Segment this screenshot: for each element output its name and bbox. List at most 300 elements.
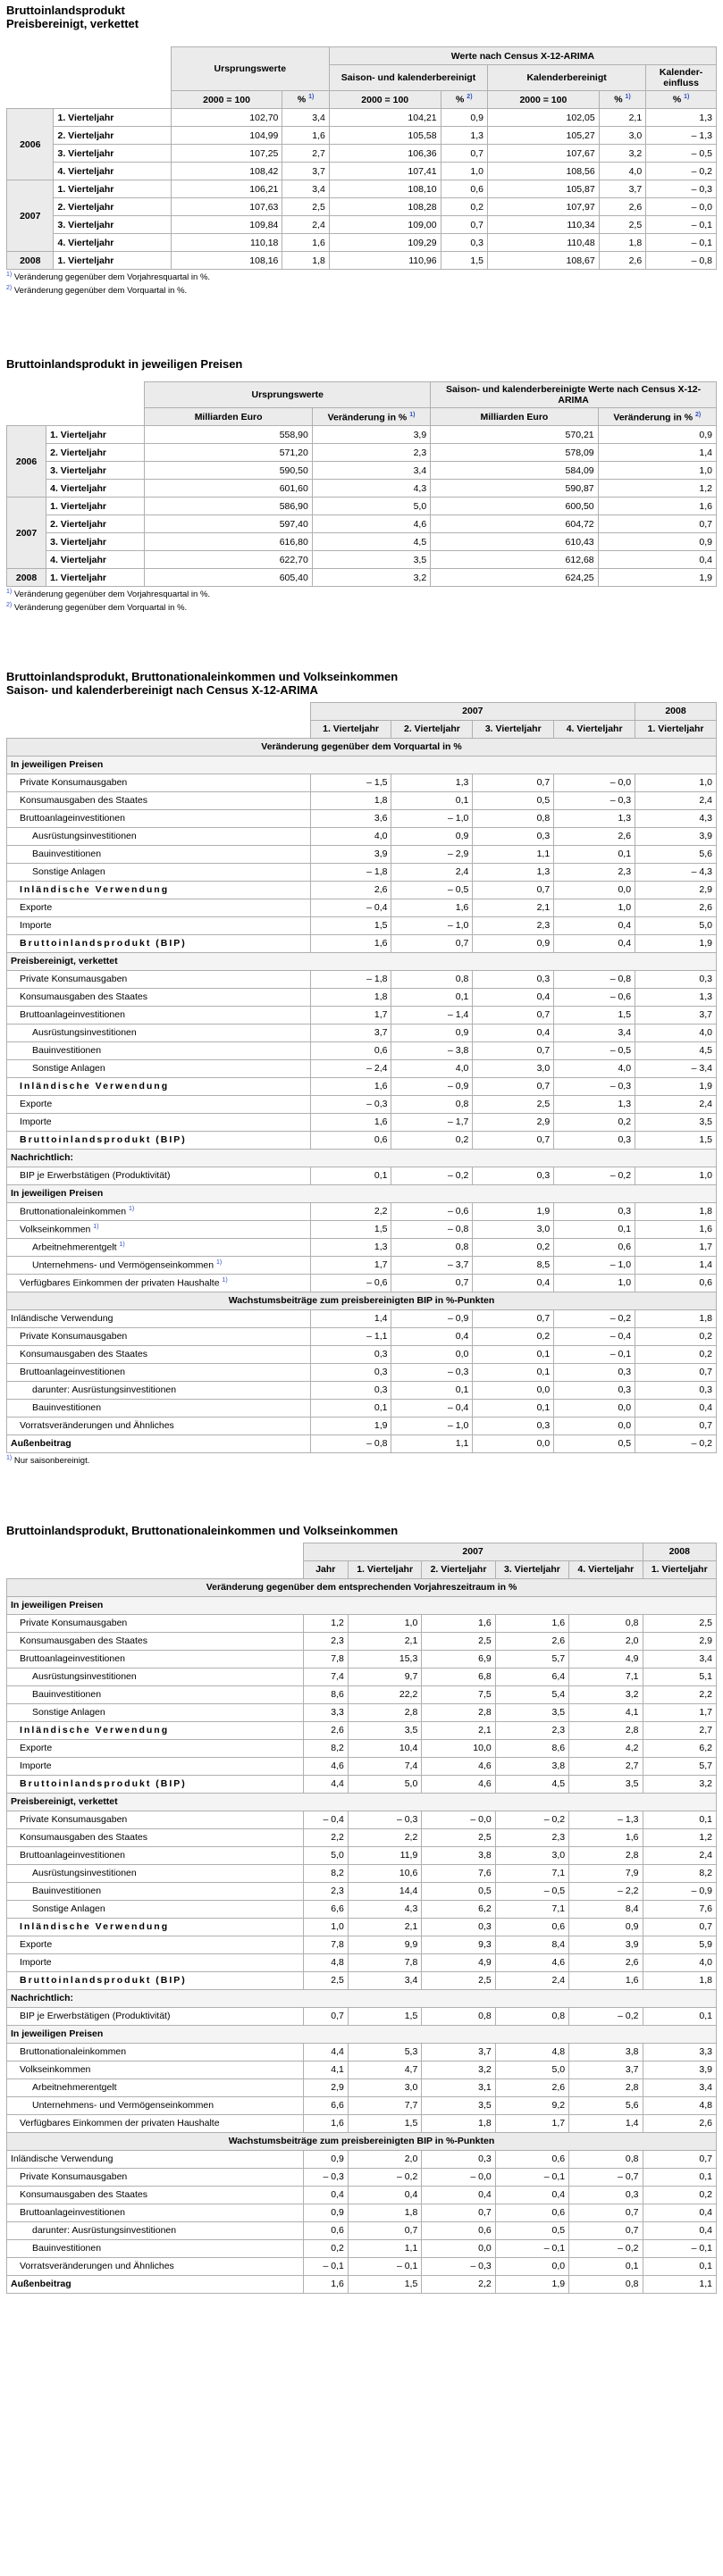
value-cell: 2,3 [554,863,635,881]
value-cell: 3,2 [569,1685,643,1703]
section-bip-jeweilige-preise [6,357,717,614]
value-cell: 0,2 [554,1113,635,1131]
column-header: 1. Vierteljahr [348,1560,421,1578]
table-row [7,462,717,480]
value-cell: 1,3 [391,774,473,791]
header-pct: % $^{2)}$ [441,91,487,109]
value-cell: 107,97 [488,198,600,216]
value-cell: 1,6 [282,127,329,145]
value-cell: – 0,4 [310,899,391,916]
value-cell: 1,6 [495,1614,568,1632]
value-cell: 1,1 [643,2275,716,2293]
row-label [7,2061,304,2078]
value-cell: 1,6 [422,1614,495,1632]
value-cell: 0,4 [495,2186,568,2204]
value-cell: 107,67 [488,145,600,163]
value-cell: 1,6 [598,498,716,515]
contribution-heading: Wachstumsbeiträge zum preisbereinigten BIP in %-Punkten [7,1292,717,1309]
value-cell: 0,7 [441,216,487,234]
value-cell: 0,6 [635,1274,717,1292]
value-cell: 2,2 [422,2275,495,2293]
value-cell: 1,0 [303,1918,348,1936]
value-cell: 3,5 [635,1113,717,1131]
value-cell: 1,8 [282,252,329,270]
value-cell: 7,1 [569,1668,643,1685]
value-cell: 0,2 [643,2186,716,2204]
value-cell: – 0,8 [310,1434,391,1452]
value-cell: 106,21 [171,180,282,198]
table-row [7,2096,717,2114]
value-cell: 2,7 [282,145,329,163]
quarter-cell: 1. Vierteljahr [54,180,171,198]
value-cell: – 2,9 [391,845,473,863]
table-row [7,180,717,198]
table-row [7,1274,717,1292]
column-header: 3. Vierteljahr [473,720,554,738]
row-label-text: Konsumausgaben des Staates [20,1349,148,1360]
value-cell: 1,8 [635,1309,717,1327]
value-cell: 1,5 [348,2275,421,2293]
value-cell: 0,9 [441,109,487,127]
value-cell: – 0,3 [348,1811,421,1828]
value-cell: 597,40 [145,515,312,533]
value-cell: 105,87 [488,180,600,198]
row-label-text: Importe [20,920,52,932]
value-cell: – 1,0 [554,1256,635,1274]
value-cell: 0,8 [569,2150,643,2168]
value-cell: 4,0 [310,827,391,845]
value-cell: 0,9 [598,426,716,444]
table-row [7,1953,717,1971]
value-cell: 604,72 [431,515,598,533]
table-row [7,1757,717,1775]
row-label-text: Bruttoinlandsprodukt (BIP) [20,1778,187,1790]
value-cell: 0,9 [303,2204,348,2221]
value-cell: 2,8 [569,1721,643,1739]
header-year-2007: 2007 [303,1543,643,1560]
table-row [7,480,717,498]
header-saison: Saison- und kalenderbereinigt [329,65,487,91]
value-cell: 1,1 [348,2239,421,2257]
row-label-text: Ausrüstungsinvestitionen [32,1027,137,1039]
column-header: 1. Vierteljahr [310,720,391,738]
row-label [7,1685,304,1703]
value-cell: 0,9 [569,1918,643,1936]
quarter-cell: 2. Vierteljahr [54,127,171,145]
table-row [7,1363,717,1381]
value-cell: 2,6 [635,899,717,916]
value-cell: 4,5 [312,533,430,551]
row-label [7,1864,304,1882]
header-index: 2000 = 100 [488,91,600,109]
value-cell: 0,4 [303,2186,348,2204]
value-cell: 0,7 [569,2221,643,2239]
row-label-text: Arbeitnehmerentgelt [32,2082,117,2094]
table-row [7,1327,717,1345]
value-cell: 1,7 [310,1256,391,1274]
row-label [7,1650,304,1668]
table-row [7,1309,717,1327]
value-cell: – 0,2 [569,2007,643,2025]
value-cell: 0,2 [391,1131,473,1149]
value-cell: 605,40 [145,569,312,587]
table-row [7,109,717,127]
value-cell: 1,1 [391,1434,473,1452]
row-label [7,2114,304,2132]
value-cell: 1,5 [635,1131,717,1149]
value-cell: 2,3 [303,1882,348,1900]
row-label [7,988,311,1006]
table-row [7,1095,717,1113]
value-cell: 6,4 [495,1668,568,1685]
value-cell: 0,1 [554,1220,635,1238]
row-label-text: Importe [20,1957,52,1969]
row-label [7,1274,311,1292]
row-label [7,916,311,934]
column-header: 2. Vierteljahr [391,720,473,738]
value-cell: 9,2 [495,2096,568,2114]
value-cell: 4,5 [495,1775,568,1793]
value-cell: 4,8 [495,2043,568,2061]
value-cell: 0,3 [554,1202,635,1220]
year-cell: 2007 [7,180,54,252]
value-cell: 0,7 [473,1309,554,1327]
header-kalendereinfluss: Kalender-einfluss [646,65,717,91]
value-cell: 1,0 [554,899,635,916]
row-label-text: darunter: Ausrüstungsinvestitionen [32,2225,177,2237]
value-cell: 0,7 [569,2204,643,2221]
value-cell: 0,1 [643,2007,716,2025]
value-cell: 5,0 [312,498,430,515]
table-row [7,2204,717,2221]
group-heading-row [7,952,717,970]
value-cell: 1,4 [569,2114,643,2132]
value-cell: 5,6 [569,2096,643,2114]
group-heading: Preisbereinigt, verkettet [7,952,717,970]
row-label [7,791,311,809]
value-cell: 22,2 [348,1685,421,1703]
table-row [7,899,717,916]
value-cell: 2,1 [599,109,645,127]
header-pct: % $^{1)}$ [282,91,329,109]
value-cell: – 0,4 [303,1811,348,1828]
row-label-text: Inländische Verwendung [11,1313,113,1325]
row-label [7,1900,304,1918]
value-cell: – 0,3 [554,1077,635,1095]
value-cell: 0,4 [473,1024,554,1041]
header-werte-census: Werte nach Census X-12-ARIMA [329,47,716,65]
value-cell: – 0,2 [495,1811,568,1828]
value-cell: 4,5 [635,1041,717,1059]
value-cell: – 0,6 [310,1274,391,1292]
value-cell: – 0,3 [422,2257,495,2275]
value-cell: 584,09 [431,462,598,480]
value-cell: 1,8 [310,988,391,1006]
value-cell: 0,4 [422,2186,495,2204]
value-cell: 9,3 [422,1936,495,1953]
table-row [7,1220,717,1238]
value-cell: 0,4 [554,916,635,934]
value-cell: 1,9 [635,934,717,952]
value-cell: 3,5 [569,1775,643,1793]
table-row [7,127,717,145]
value-cell: 10,4 [348,1739,421,1757]
value-cell: 0,3 [310,1381,391,1399]
value-cell: 0,4 [473,1274,554,1292]
value-cell: 590,87 [431,480,598,498]
value-cell: 0,9 [391,827,473,845]
row-label [7,2168,304,2186]
row-label-text: Sonstige Anlagen [32,866,105,878]
row-label-text: Bruttoanlageinvestitionen [20,1009,125,1021]
table-row [7,2007,717,2025]
row-label [7,1220,311,1238]
value-cell: 11,9 [348,1846,421,1864]
value-cell: 8,2 [643,1864,716,1882]
row-label-text: Bruttoanlageinvestitionen [20,2207,125,2219]
value-cell: 1,7 [635,1238,717,1256]
table-row [7,1918,717,1936]
value-cell: – 0,2 [348,2168,421,2186]
row-label-text: Unternehmens- und Vermögenseinkommen [32,1259,214,1271]
table-row [7,1345,717,1363]
value-cell: 2,5 [643,1614,716,1632]
value-cell: – 0,2 [635,1434,717,1452]
quarter-cell: 3. Vierteljahr [54,145,171,163]
row-label [7,2150,304,2168]
table-row [7,774,717,791]
quarter-cell: 1. Vierteljahr [46,498,145,515]
row-label [7,1936,304,1953]
value-cell: 0,3 [554,1363,635,1381]
value-cell: 2,2 [643,1685,716,1703]
table-row [7,791,717,809]
quarter-cell: 2. Vierteljahr [54,198,171,216]
row-label-text: BIP je Erwerbstätigen (Produktivität) [20,1170,171,1182]
value-cell: – 0,1 [643,2239,716,2257]
group-heading: In jeweiligen Preisen [7,2025,717,2043]
value-cell: 4,6 [312,515,430,533]
table-row [7,2221,717,2239]
footnote-marker: 1) [93,1223,99,1230]
row-label [7,1095,311,1113]
row-label [7,1345,311,1363]
value-cell: 0,8 [422,2007,495,2025]
value-cell: 0,5 [495,2221,568,2239]
value-cell: – 1,5 [310,774,391,791]
value-cell: 108,28 [329,198,441,216]
value-cell: 0,4 [391,1327,473,1345]
value-cell: 586,90 [145,498,312,515]
table-row [7,1900,717,1918]
table-bip-jeweilige-preise [6,381,717,587]
value-cell: 0,7 [473,881,554,899]
table-row [7,1381,717,1399]
row-label-text: Private Konsumausgaben [20,974,128,985]
value-cell: 1,1 [473,845,554,863]
value-cell: 3,8 [569,2043,643,2061]
value-cell: 4,0 [599,163,645,180]
table-row [7,1399,717,1417]
value-cell: 108,56 [488,163,600,180]
row-label-text: Außenbeitrag [11,2279,71,2290]
table-row [7,970,717,988]
row-label [7,2186,304,2204]
value-cell: 4,8 [303,1953,348,1971]
table-row [7,533,717,551]
value-cell: 570,21 [431,426,598,444]
value-cell: – 0,7 [569,2168,643,2186]
quarter-cell: 1. Vierteljahr [54,109,171,127]
value-cell: – 3,7 [391,1256,473,1274]
group-heading: Nachrichtlich: [7,1149,717,1167]
row-label-text: Inländische Verwendung [20,1725,170,1736]
row-label-text: Bruttonationaleinkommen [20,1206,127,1217]
table-row [7,2275,717,2293]
value-cell: 0,9 [391,1024,473,1041]
row-label-text: Importe [20,1117,52,1128]
column-header: 3. Vierteljahr [495,1560,568,1578]
row-label [7,1739,304,1757]
value-cell: – 0,0 [554,774,635,791]
value-cell: 102,70 [171,109,282,127]
value-cell: 7,5 [422,1685,495,1703]
row-label [7,1703,304,1721]
value-cell: 3,2 [599,145,645,163]
value-cell: 2,5 [599,216,645,234]
value-cell: 1,6 [310,1113,391,1131]
footnote-marker: 1) [119,1241,125,1248]
value-cell: 0,3 [441,234,487,252]
footnote-1: $^{1)}$ Veränderung gegenüber dem Vorjahresquartal in %. [6,589,211,600]
table-row [7,163,717,180]
header-mrd: Milliarden Euro [431,408,598,426]
row-label-text: Ausrüstungsinvestitionen [32,1671,137,1683]
value-cell: 4,6 [422,1757,495,1775]
section-bip-saisonbereinigt [6,670,717,1467]
section-title: Bruttoinlandsprodukt in jeweiligen Preisen [6,357,243,372]
row-label [7,1256,311,1274]
value-cell: 2,1 [473,899,554,916]
value-cell: 10,6 [348,1864,421,1882]
row-label-text: Verfügbares Einkommen der privaten Haushalte [20,1277,220,1289]
value-cell: 622,70 [145,551,312,569]
value-cell: – 1,3 [646,127,717,145]
value-cell: 0,3 [473,827,554,845]
value-cell: 0,1 [391,791,473,809]
row-label-text: Verfügbares Einkommen der privaten Haushalte [20,2118,220,2129]
value-cell: 0,3 [422,2150,495,2168]
row-label-text: Private Konsumausgaben [20,1618,128,1629]
table-row [7,1167,717,1184]
row-label [7,1668,304,1685]
value-cell: 106,36 [329,145,441,163]
group-heading-row [7,1989,717,2007]
table-row [7,988,717,1006]
value-cell: 0,1 [473,1345,554,1363]
table-row [7,1006,717,1024]
value-cell: 0,6 [495,2150,568,2168]
value-cell: 2,9 [303,2078,348,2096]
section-title: Bruttoinlandsprodukt, Bruttonationaleinkommen und Volkseinkommen [6,669,399,683]
value-cell: 0,7 [643,2150,716,2168]
group-heading: Nachrichtlich: [7,1989,717,2007]
value-cell: 4,1 [569,1703,643,1721]
value-cell: 0,3 [422,1918,495,1936]
value-cell: 0,0 [473,1381,554,1399]
value-cell: – 1,0 [391,916,473,934]
header-pct: % $^{1)}$ [646,91,717,109]
value-cell: 2,0 [569,1632,643,1650]
header-veraenderung: Veränderung in % $^{1)}$ [312,408,430,426]
value-cell: 3,7 [310,1024,391,1041]
row-label [7,1113,311,1131]
value-cell: 0,5 [422,1882,495,1900]
value-cell: 610,43 [431,533,598,551]
value-cell: 2,5 [422,1632,495,1650]
value-cell: 3,9 [643,2061,716,2078]
value-cell: 0,3 [310,1363,391,1381]
row-label-text: Konsumausgaben des Staates [20,991,148,1003]
value-cell: 7,8 [303,1936,348,1953]
value-cell: 5,0 [348,1775,421,1793]
value-cell: – 0,3 [554,791,635,809]
value-cell: 108,16 [171,252,282,270]
value-cell: 0,7 [473,1006,554,1024]
value-cell: 0,1 [554,845,635,863]
value-cell: 3,7 [569,2061,643,2078]
value-cell: 5,0 [495,2061,568,2078]
value-cell: 6,6 [303,2096,348,2114]
value-cell: 1,8 [635,1202,717,1220]
value-cell: 0,7 [473,1077,554,1095]
row-label [7,2007,304,2025]
value-cell: 0,3 [310,1345,391,1363]
quarter-cell: 2. Vierteljahr [46,444,145,462]
row-label [7,1918,304,1936]
row-label-text: Arbeitnehmerentgelt [32,1242,117,1253]
value-cell: – 0,3 [391,1363,473,1381]
value-cell: 1,2 [643,1828,716,1846]
footnote-marker: 1) [129,1205,135,1212]
value-cell: 0,3 [569,2186,643,2204]
table-row [7,2257,717,2275]
row-label [7,1238,311,1256]
value-cell: 0,8 [473,809,554,827]
table-row [7,863,717,881]
quarter-cell: 3. Vierteljahr [46,462,145,480]
table-bip-preisbereinigt [6,46,717,270]
value-cell: 1,9 [473,1202,554,1220]
value-cell: – 1,4 [391,1006,473,1024]
value-cell: 2,6 [495,1632,568,1650]
value-cell: 4,9 [569,1650,643,1668]
row-label [7,1811,304,1828]
row-label-text: Bauinvestitionen [32,1402,102,1414]
value-cell: 2,5 [303,1971,348,1989]
row-label [7,1721,304,1739]
value-cell: 8,4 [495,1936,568,1953]
table-row [7,1417,717,1434]
value-cell: 2,6 [643,2114,716,2132]
value-cell: 1,4 [310,1309,391,1327]
value-cell: 2,3 [473,916,554,934]
table-row [7,2168,717,2186]
table-bip-vorjahr [6,1543,717,2294]
value-cell: 3,4 [348,1971,421,1989]
value-cell: 558,90 [145,426,312,444]
table-row [7,515,717,533]
